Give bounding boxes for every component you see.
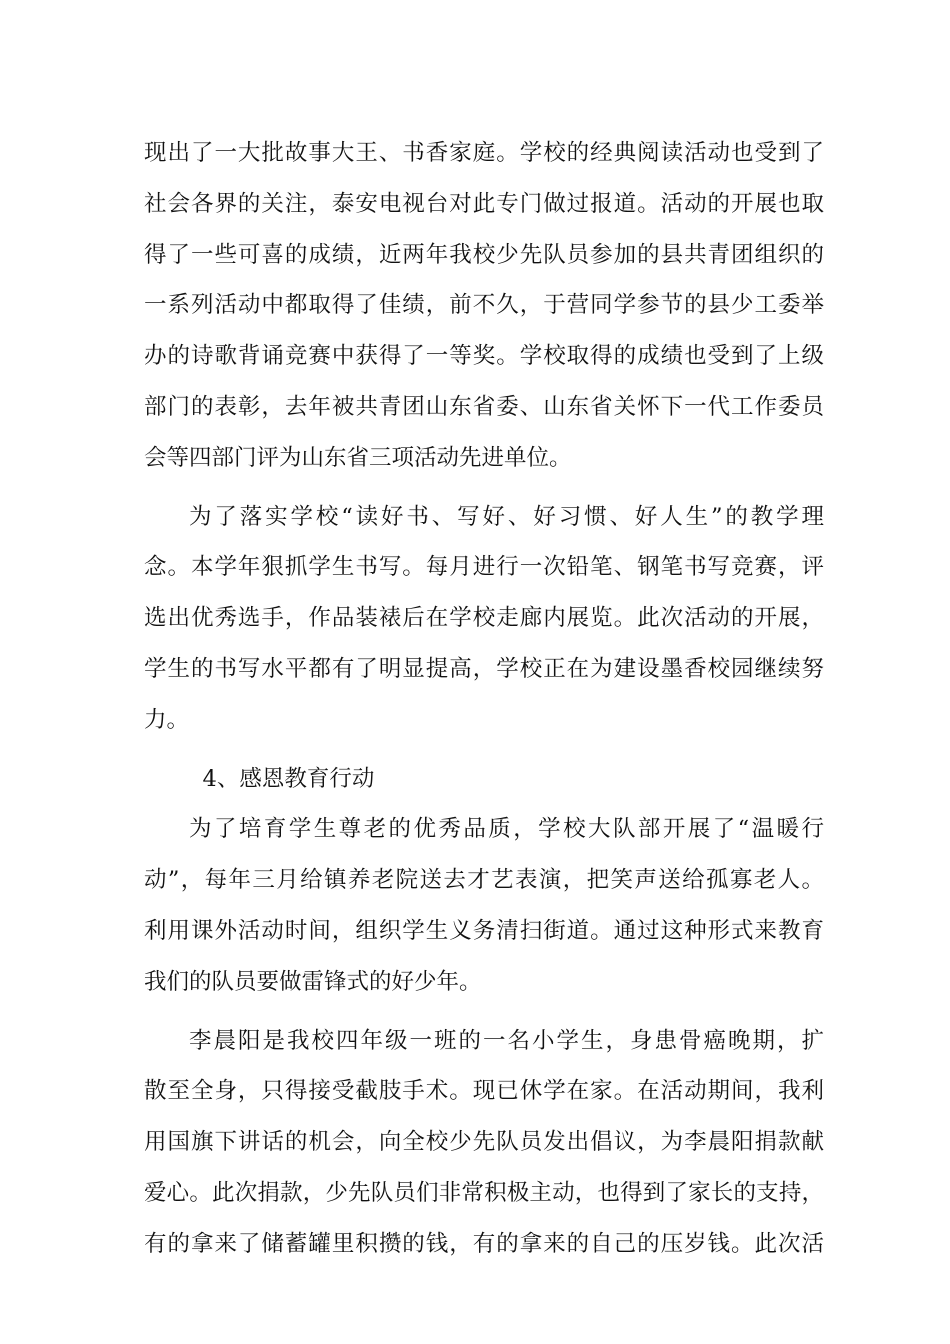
text-line: 利用课外活动时间，组织学生义务清扫街道。通过这种形式来教育: [144, 917, 824, 944]
text-line: 会等四部门评为山东省三项活动先进单位。: [144, 444, 572, 471]
text-line: 爱心。此次捐款，少先队员们非常积极主动，也得到了家长的支持，: [144, 1179, 824, 1206]
text-line: 我们的队员要做雷锋式的好少年。: [144, 968, 482, 995]
text-line: 部门的表彰，去年被共青团山东省委、山东省关怀下一代工作委员: [144, 393, 824, 420]
text-line: 学生的书写水平都有了明显提高，学校正在为建设墨香校园继续努: [144, 655, 824, 682]
text-line: 念。本学年狠抓学生书写。每月进行一次铅笔、钢笔书写竞赛，评: [144, 554, 824, 581]
document-body: [144, 128, 824, 1270]
text-line: 一系列活动中都取得了佳绩，前不久，于营同学参节的县少工委举: [144, 292, 824, 319]
paragraph-donation: [144, 1016, 824, 1270]
section-heading: [144, 754, 824, 805]
text-line: 散至全身，只得接受截肢手术。现已休学在家。在活动期间，我利: [144, 1078, 824, 1105]
heading-text: 4、感恩教育行动: [202, 765, 375, 792]
text-line: 得了一些可喜的成绩，近两年我校少先队员参加的县共青团组织的: [144, 241, 824, 268]
text-line: 有的拿来了储蓄罐里积攒的钱，有的拿来的自己的压岁钱。此次活: [144, 1230, 824, 1257]
paragraph-writing-competition: [144, 492, 824, 746]
text-line: 为了培育学生尊老的优秀品质，学校大队部开展了“温暖行: [189, 816, 824, 843]
text-line: 力。: [144, 706, 190, 733]
text-line: 李晨阳是我校四年级一班的一名小学生，身患骨癌晚期，扩: [189, 1027, 824, 1054]
text-line: 为了落实学校“读好书、写好、好习惯、好人生”的教学理: [189, 503, 824, 530]
text-line: 社会各界的关注，泰安电视台对此专门做过报道。活动的开展也取: [144, 190, 824, 217]
text-line: 办的诗歌背诵竞赛中获得了一等奖。学校取得的成绩也受到了上级: [144, 343, 824, 370]
text-line: 选出优秀选手，作品装裱后在学校走廊内展览。此次活动的开展，: [144, 605, 824, 632]
text-line: 动”，每年三月给镇养老院送去才艺表演，把笑声送给孤寡老人。: [144, 867, 824, 894]
text-line: 用国旗下讲话的机会，向全校少先队员发出倡议，为李晨阳捐款献: [144, 1129, 824, 1156]
text-line: 现出了一大批故事大王、书香家庭。学校的经典阅读活动也受到了: [144, 140, 824, 166]
paragraph-warmth-action: [144, 804, 824, 1007]
paragraph-reading-achievements: [144, 128, 824, 484]
